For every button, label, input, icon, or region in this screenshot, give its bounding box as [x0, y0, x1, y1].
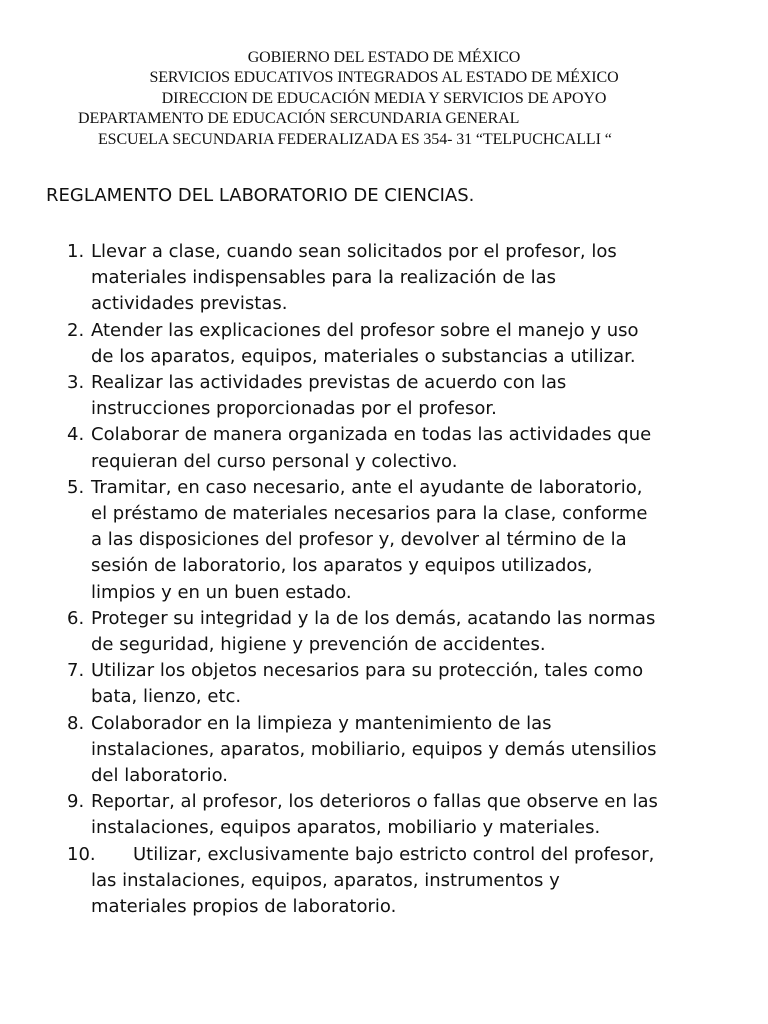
rule-text-line: el préstamo de materiales necesarios para la clase, conforme [91, 503, 648, 525]
rule-item [0, 842, 731, 921]
rule-text-line: Utilizar los objetos necesarios para su protección, tales como [91, 660, 644, 682]
rule-number: 5. [67, 476, 85, 498]
rule-number: 6. [67, 607, 85, 629]
rule-number: 8. [67, 712, 85, 734]
rule-text [91, 239, 731, 318]
rule-text [91, 658, 731, 710]
rule-text [91, 475, 731, 606]
rule-item [0, 711, 731, 790]
institution-header [0, 48, 768, 150]
rule-text-line: Llevar a clase, cuando sean solicitados por el profesor, los [91, 241, 617, 262]
rule-text [91, 370, 731, 422]
rule-text [91, 422, 731, 474]
rule-text-line: requieran del curso personal y colectivo. [91, 450, 458, 472]
rule-text-line: limpios y en un buen estado. [91, 581, 352, 603]
header-line-direction: DIRECCION DE EDUCACIÓN MEDIA Y SERVICIOS DE APOYO [161, 89, 607, 107]
rule-text-line: a las disposiciones del profesor y, devolver al término de la [91, 529, 627, 551]
rule-item [0, 370, 731, 422]
rule-text-line: Atender las explicaciones del profesor sobre el manejo y uso [91, 319, 639, 341]
header-line-services: SERVICIOS EDUCATIVOS INTEGRADOS AL ESTADO DE MÉXICO [149, 69, 619, 87]
rule-item [0, 239, 731, 318]
rule-item [0, 422, 731, 474]
header-line-school: ESCUELA SECUNDARIA FEDERALIZADA ES 354- 31 “TELPUCHCALLI “ [98, 130, 612, 148]
rule-number: 3. [67, 372, 85, 394]
rule-item [0, 658, 731, 710]
header-line-government: GOBIERNO DEL ESTADO DE MÉXICO [247, 49, 521, 66]
rule-text [91, 789, 731, 841]
rule-number: 4. [67, 424, 85, 446]
rule-text-line: Reportar, al profesor, los deterioros o fallas que observe en las [91, 791, 658, 813]
rule-text [91, 318, 731, 370]
rule-text-line: materiales propios de laboratorio. [91, 896, 397, 918]
rule-text-line: de los aparatos, equipos, materiales o substancias a utilizar. [91, 345, 636, 367]
header-line-department: DEPARTAMENTO DE EDUCACIÓN SERCUNDARIA GENERAL [78, 110, 520, 128]
rule-text-line: Tramitar, en caso necesario, ante el ayudante de laboratorio, [91, 476, 643, 498]
rule-text-line: sesión de laboratorio, los aparatos y equipos utilizados, [91, 555, 593, 577]
rule-text-line: las instalaciones, equipos, aparatos, instrumentos y [91, 869, 560, 891]
rule-text-line: Proteger su integridad y la de los demás, acatando las normas [91, 607, 656, 629]
rule-text-line: bata, lienzo, etc. [91, 686, 242, 708]
rule-item [0, 606, 731, 658]
rule-text [91, 842, 731, 921]
rule-item [0, 475, 731, 606]
rules-list [0, 239, 768, 920]
rule-text-line: materiales indispensables para la realización de las [91, 267, 557, 289]
rule-text [91, 711, 731, 790]
rule-text-line: instalaciones, equipos aparatos, mobiliario y materiales. [91, 817, 601, 839]
rule-text [91, 606, 731, 658]
rule-item [0, 789, 731, 841]
rule-text-line: Utilizar, exclusivamente bajo estricto control del profesor, [133, 843, 655, 865]
rule-text-line: actividades previstas. [91, 293, 288, 315]
rule-text-line: instrucciones proporcionadas por el profesor. [91, 398, 497, 420]
rule-number: 10. [67, 843, 96, 865]
document-title: REGLAMENTO DEL LABORATORIO DE CIENCIAS. [46, 185, 475, 206]
rule-text-line: de seguridad, higiene y prevención de accidentes. [91, 634, 546, 656]
rule-text-line: Realizar las actividades previstas de acuerdo con las [91, 372, 567, 394]
rule-item [0, 318, 731, 370]
rule-number: 7. [67, 660, 85, 682]
rule-number: 1. [67, 241, 85, 262]
rule-text-line: Colaborador en la limpieza y mantenimiento de las [91, 712, 552, 734]
rule-text-line: instalaciones, aparatos, mobiliario, equipos y demás utensilios [91, 738, 657, 760]
rule-number: 2. [67, 319, 85, 341]
rule-number: 9. [67, 791, 85, 813]
rule-text-line: Colaborar de manera organizada en todas las actividades que [91, 424, 652, 446]
rule-text-line: del laboratorio. [91, 765, 229, 787]
